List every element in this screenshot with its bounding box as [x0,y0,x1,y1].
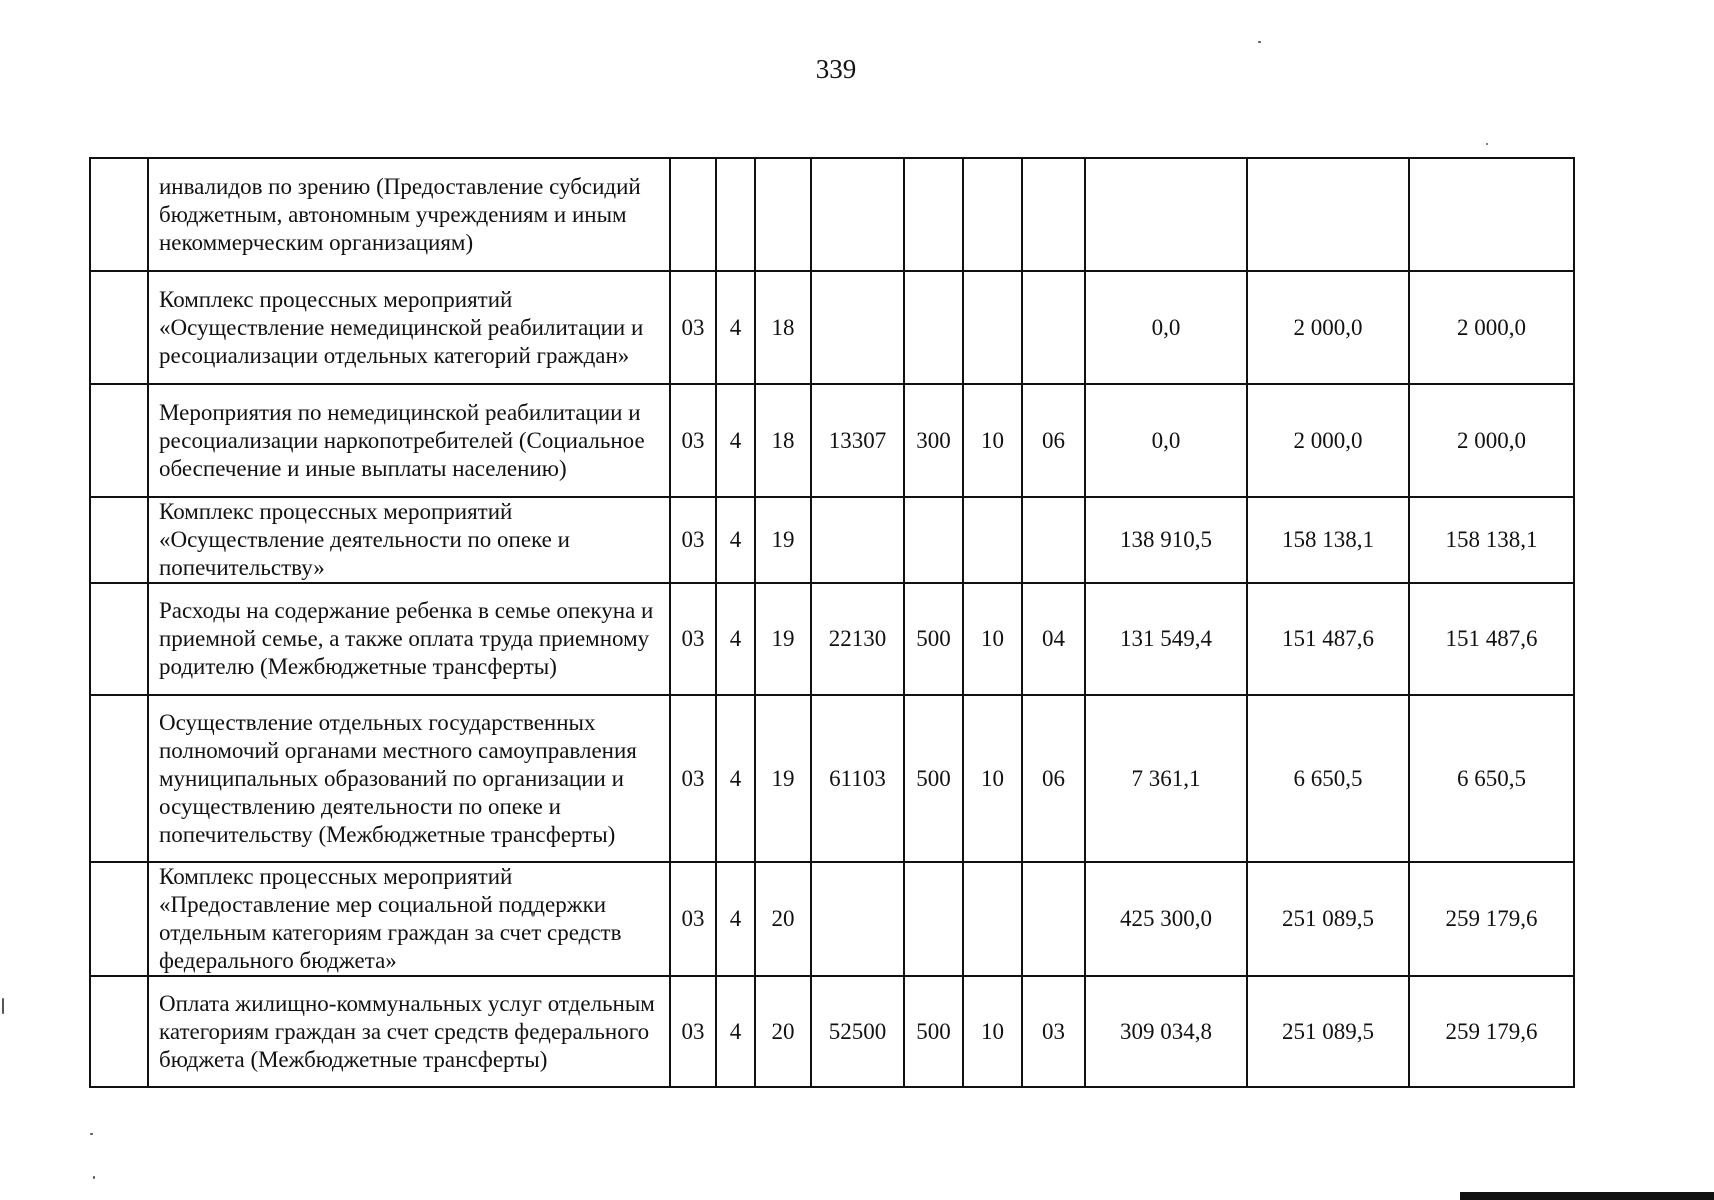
code-expense-type: 300 [904,384,963,497]
code-expense-type [904,271,963,384]
amount-year-1: 309 034,8 [1085,976,1247,1087]
code-program-type: 4 [716,976,755,1087]
amount-year-2 [1247,158,1409,271]
code-department: 10 [963,695,1022,862]
code-subprogram: 18 [755,384,811,497]
code-expense-type: 500 [904,695,963,862]
amount-year-2: 251 089,5 [1247,976,1409,1087]
code-department [963,158,1022,271]
code-direction: 61103 [811,695,904,862]
code-subprogram: 20 [755,862,811,976]
code-section: 03 [670,497,716,583]
table-row [90,497,1574,583]
amount-year-1: 138 910,5 [1085,497,1247,583]
code-direction [811,862,904,976]
code-section: 03 [670,384,716,497]
amount-year-1: 7 361,1 [1085,695,1247,862]
row-number-cell [90,158,148,271]
row-description: Расходы на содержание ребенка в семье опекуна и приемной семье, а также оплата труда приемному родителю (Межбюджетные трансферты) [148,583,670,695]
scan-speck [90,1133,93,1135]
code-direction: 22130 [811,583,904,695]
scan-speck [1486,143,1488,145]
row-number-cell [90,271,148,384]
code-program-type: 4 [716,497,755,583]
code-section: 03 [670,862,716,976]
row-number-cell [90,384,148,497]
code-department [963,271,1022,384]
code-subdepartment [1022,158,1085,271]
code-direction: 13307 [811,384,904,497]
amount-year-3: 158 138,1 [1409,497,1574,583]
row-number-cell [90,497,148,583]
code-subdepartment: 06 [1022,695,1085,862]
code-direction: 52500 [811,976,904,1087]
code-subprogram [755,158,811,271]
code-program-type: 4 [716,862,755,976]
code-section: 03 [670,976,716,1087]
amount-year-2: 151 487,6 [1247,583,1409,695]
code-subdepartment [1022,271,1085,384]
row-description: Осуществление отдельных государственных полномочий органами местного самоуправления муниципальных образований по организации и осуществлению деятельности по опеке и попечительству (Межбюджетные трансферты) [148,695,670,862]
amount-year-3: 2 000,0 [1409,271,1574,384]
code-subprogram: 18 [755,271,811,384]
code-expense-type [904,862,963,976]
code-direction [811,497,904,583]
code-section [670,158,716,271]
code-program-type: 4 [716,583,755,695]
amount-year-2: 6 650,5 [1247,695,1409,862]
amount-year-2: 251 089,5 [1247,862,1409,976]
code-subdepartment: 03 [1022,976,1085,1087]
amount-year-3: 259 179,6 [1409,862,1574,976]
code-section: 03 [670,271,716,384]
code-direction [811,271,904,384]
code-department: 10 [963,384,1022,497]
amount-year-2: 2 000,0 [1247,384,1409,497]
code-subprogram: 20 [755,976,811,1087]
code-department: 10 [963,583,1022,695]
code-expense-type: 500 [904,583,963,695]
scan-speck [2,998,4,1014]
code-department: 10 [963,976,1022,1087]
table-row [90,583,1574,695]
row-number-cell [90,695,148,862]
table-row [90,271,1574,384]
code-subdepartment: 06 [1022,384,1085,497]
amount-year-1: 425 300,0 [1085,862,1247,976]
row-description: Мероприятия по немедицинской реабилитации и ресоциализации наркопотребителей (Социальное обеспечение и иные выплаты населению) [148,384,670,497]
row-description: инвалидов по зрению (Предоставление субсидий бюджетным, автономным учреждениям и иным некоммерческим организациям) [148,158,670,271]
row-number-cell [90,976,148,1087]
amount-year-2: 158 138,1 [1247,497,1409,583]
code-expense-type [904,497,963,583]
scan-speck [93,1176,95,1179]
code-expense-type: 500 [904,976,963,1087]
code-subprogram: 19 [755,695,811,862]
code-section: 03 [670,583,716,695]
amount-year-2: 2 000,0 [1247,271,1409,384]
row-description: Оплата жилищно-коммунальных услуг отдельным категориям граждан за счет средств федерального бюджета (Межбюджетные трансферты) [148,976,670,1087]
row-description: Комплекс процессных мероприятий «Осуществление немедицинской реабилитации и ресоциализации отдельных категорий граждан» [148,271,670,384]
amount-year-1: 0,0 [1085,384,1247,497]
code-program-type [716,158,755,271]
code-program-type: 4 [716,271,755,384]
budget-table [89,157,1575,1088]
table-row [90,862,1574,976]
code-program-type: 4 [716,384,755,497]
code-subprogram: 19 [755,583,811,695]
table-row [90,158,1574,271]
code-subdepartment [1022,862,1085,976]
amount-year-3: 2 000,0 [1409,384,1574,497]
table-row [90,384,1574,497]
code-direction [811,158,904,271]
amount-year-3: 6 650,5 [1409,695,1574,862]
code-department [963,862,1022,976]
table-row [90,976,1574,1087]
code-subprogram: 19 [755,497,811,583]
amount-year-1: 131 549,4 [1085,583,1247,695]
code-subdepartment: 04 [1022,583,1085,695]
scan-speck [1258,41,1261,43]
row-description: Комплекс процессных мероприятий «Осуществление деятельности по опеке и попечительству» [148,497,670,583]
scan-edge-mark [1460,1192,1714,1200]
code-expense-type [904,158,963,271]
amount-year-3: 151 487,6 [1409,583,1574,695]
amount-year-3: 259 179,6 [1409,976,1574,1087]
amount-year-3 [1409,158,1574,271]
code-section: 03 [670,695,716,862]
row-number-cell [90,862,148,976]
amount-year-1 [1085,158,1247,271]
row-number-cell [90,583,148,695]
code-subdepartment [1022,497,1085,583]
row-description: Комплекс процессных мероприятий «Предоставление мер социальной поддержки отдельным категориям граждан за счет средств федерального бюджета» [148,862,670,976]
amount-year-1: 0,0 [1085,271,1247,384]
table-row [90,695,1574,862]
code-department [963,497,1022,583]
page-number: 339 [815,54,857,84]
code-program-type: 4 [716,695,755,862]
